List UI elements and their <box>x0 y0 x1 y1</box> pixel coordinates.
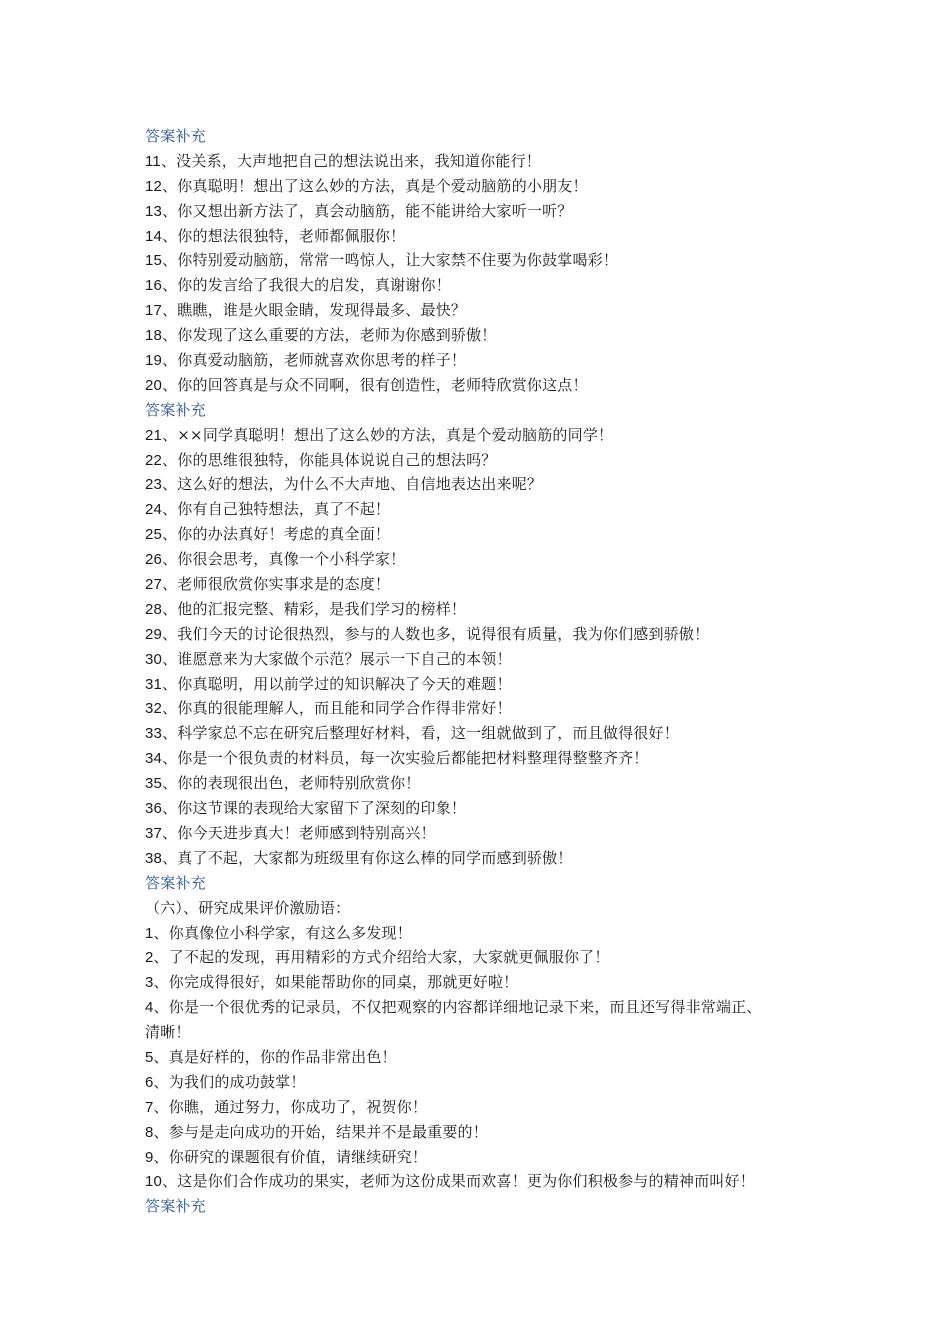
answer-supplement-link[interactable]: 答案补充 <box>145 400 206 419</box>
list-item <box>145 771 825 796</box>
item-number: 32 <box>145 700 163 718</box>
item-number: 24 <box>145 501 163 519</box>
list-item <box>145 821 825 846</box>
item-number: 30 <box>145 650 163 668</box>
answer-supplement-link[interactable]: 答案补充 <box>145 873 206 892</box>
item-text: 、你真的很能理解人，而且能和同学合作得非常好！ <box>162 699 512 718</box>
item-text: 、参与是走向成功的开始，结果并不是最重要的！ <box>153 1122 488 1141</box>
list-item <box>145 224 825 249</box>
item-number: 12 <box>145 177 163 195</box>
list-item <box>145 423 825 448</box>
item-text: 、你真像位小科学家，有这么多发现！ <box>153 923 412 942</box>
answer-supplement-link[interactable]: 答案补充 <box>145 127 206 145</box>
text-line: 清晰！ <box>145 1023 191 1042</box>
item-number: 18 <box>145 327 163 345</box>
item-number: 13 <box>145 202 163 220</box>
item-number: 4 <box>145 999 154 1017</box>
item-text: 、你的表现很出色，老师特别欣赏你！ <box>162 774 421 793</box>
item-text: 、你真聪明！想出了这么妙的方法，真是个爱动脑筋的小朋友！ <box>162 176 588 195</box>
item-number: 9 <box>145 1148 154 1166</box>
item-number: 31 <box>145 675 163 693</box>
list-item <box>145 522 825 547</box>
list-item <box>145 1169 825 1194</box>
item-text: 、这是你们合作成功的果实，老师为这份成果而欢喜！更为你们积极参与的精神而叫好！ <box>162 1172 755 1191</box>
item-text: 、你完成得很好，如果能帮助你的同桌，那就更好啦！ <box>153 973 519 992</box>
list-item <box>145 1120 825 1145</box>
list-item <box>145 622 825 647</box>
list-item <box>145 572 825 597</box>
item-text: 、你发现了这么重要的方法，老师为你感到骄傲！ <box>162 326 497 345</box>
item-number: 14 <box>145 227 163 245</box>
list-item <box>145 1145 825 1170</box>
item-number: 27 <box>145 576 163 594</box>
item-text: 、你的回答真是与众不同啊，很有创造性，老师特欣赏你这点！ <box>162 375 588 394</box>
item-text: 、你今天进步真大！老师感到特别高兴！ <box>162 823 436 842</box>
list-item <box>145 199 825 224</box>
item-number: 15 <box>145 252 163 270</box>
list-item <box>145 846 825 871</box>
item-number: 6 <box>145 1073 154 1091</box>
item-number: 5 <box>145 1048 154 1066</box>
list-item <box>145 373 825 398</box>
item-number: 26 <box>145 551 163 569</box>
item-number: 36 <box>145 800 163 818</box>
list-item <box>145 921 825 946</box>
item-text: 、你的办法真好！考虑的真全面！ <box>162 525 391 544</box>
item-text: 、你又想出新方法了，真会动脑筋，能不能讲给大家听一听？ <box>162 201 573 220</box>
item-number: 23 <box>145 476 163 494</box>
item-text: 、你研究的课题很有价值，请继续研究！ <box>153 1147 428 1166</box>
list-item <box>145 647 825 672</box>
item-text: 、你很会思考，真像一个小科学家！ <box>162 550 406 569</box>
item-text: 、我们今天的讨论很热烈，参与的人数也多，说得很有质量，我为你们感到骄傲！ <box>162 624 710 643</box>
list-item <box>145 298 825 323</box>
item-number: 28 <box>145 600 163 618</box>
list-item <box>145 1095 825 1120</box>
item-text: 、科学家总不忘在研究后整理好材料，看，这一组就做到了，而且做得很好！ <box>162 724 679 743</box>
item-text: 、老师很欣赏你实事求是的态度！ <box>162 575 391 594</box>
item-text: 、为我们的成功鼓掌！ <box>153 1072 306 1091</box>
item-text: 、你特别爱动脑筋，常常一鸣惊人，让大家禁不住要为你鼓掌喝彩！ <box>162 251 619 270</box>
item-text: 、你的想法很独特，老师都佩服你！ <box>162 226 406 245</box>
list-item <box>145 672 825 697</box>
item-text: 、真是好样的，你的作品非常出色！ <box>153 1047 397 1066</box>
item-text: 、没关系，大声地把自己的想法说出来，我知道你能行！ <box>160 151 541 170</box>
item-number: 34 <box>145 750 163 768</box>
item-number: 33 <box>145 725 163 743</box>
item-text: 、你的思维很独特，你能具体说说自己的想法吗？ <box>162 450 497 469</box>
item-number: 11 <box>145 152 161 170</box>
list-item <box>145 174 825 199</box>
list-item <box>145 323 825 348</box>
list-item <box>145 1045 825 1070</box>
item-number: 19 <box>145 352 163 370</box>
answer-supplement-link[interactable]: 答案补充 <box>145 1197 206 1216</box>
list-item <box>145 796 825 821</box>
list-item <box>145 696 825 721</box>
item-text: 、这么好的想法，为什么不大声地、自信地表达出来呢？ <box>162 475 543 494</box>
item-number: 38 <box>145 849 163 867</box>
list-item <box>145 149 825 174</box>
item-text: 、你是一个很优秀的记录员，不仅把观察的内容都详细地记录下来，而且还写得非常端正、 <box>153 998 762 1017</box>
item-text: 、你瞧，通过努力，你成功了，祝贺你！ <box>153 1097 428 1116</box>
list-item <box>145 497 825 522</box>
item-number: 10 <box>145 1173 163 1191</box>
item-number: 8 <box>145 1123 154 1141</box>
item-text: 、你真聪明，用以前学过的知识解决了今天的难题！ <box>162 674 512 693</box>
list-item <box>145 273 825 298</box>
item-number: 35 <box>145 775 163 793</box>
document-body <box>145 124 825 1219</box>
item-number: 16 <box>145 277 163 295</box>
list-item <box>145 448 825 473</box>
item-text: 、你真爱动脑筋，老师就喜欢你思考的样子！ <box>162 351 467 370</box>
list-item <box>145 1070 825 1095</box>
list-item <box>145 597 825 622</box>
list-item <box>145 348 825 373</box>
item-number: 3 <box>145 974 154 992</box>
item-text: 、你这节课的表现给大家留下了深刻的印象！ <box>162 799 467 818</box>
item-number: 29 <box>145 625 163 643</box>
item-number: 7 <box>145 1098 154 1116</box>
item-text: 、瞧瞧，谁是火眼金睛，发现得最多、最快？ <box>162 301 467 320</box>
item-text: 、他的汇报完整、精彩，是我们学习的榜样！ <box>162 599 467 618</box>
item-text: 、真了不起，大家都为班级里有你这么棒的同学而感到骄傲！ <box>162 848 573 867</box>
item-text: 、××同学真聪明！想出了这么妙的方法，真是个爱动脑筋的同学！ <box>162 425 614 444</box>
item-number: 17 <box>145 302 163 320</box>
list-item <box>145 945 825 970</box>
item-number: 37 <box>145 824 163 842</box>
item-number: 1 <box>145 924 154 942</box>
item-text: 、谁愿意来为大家做个示范？展示一下自己的本领！ <box>162 649 512 668</box>
item-number: 2 <box>145 949 154 967</box>
list-item <box>145 472 825 497</box>
item-number: 22 <box>145 451 163 469</box>
text-line: （六）、研究成果评价激励语： <box>145 898 351 917</box>
item-text: 、你的发言给了我很大的启发，真谢谢你！ <box>162 276 451 295</box>
item-number: 20 <box>145 376 163 394</box>
list-item <box>145 995 825 1020</box>
list-item <box>145 248 825 273</box>
list-item <box>145 970 825 995</box>
item-text: 、你是一个很负责的材料员，每一次实验后都能把材料整理得整整齐齐！ <box>162 749 649 768</box>
list-item <box>145 721 825 746</box>
item-text: 、了不起的发现，再用精彩的方式介绍给大家，大家就更佩服你了！ <box>153 948 610 967</box>
item-text: 、你有自己独特想法，真了不起！ <box>162 500 391 519</box>
item-number: 21 <box>145 426 163 444</box>
list-item <box>145 547 825 572</box>
list-item <box>145 746 825 771</box>
item-number: 25 <box>145 526 163 544</box>
